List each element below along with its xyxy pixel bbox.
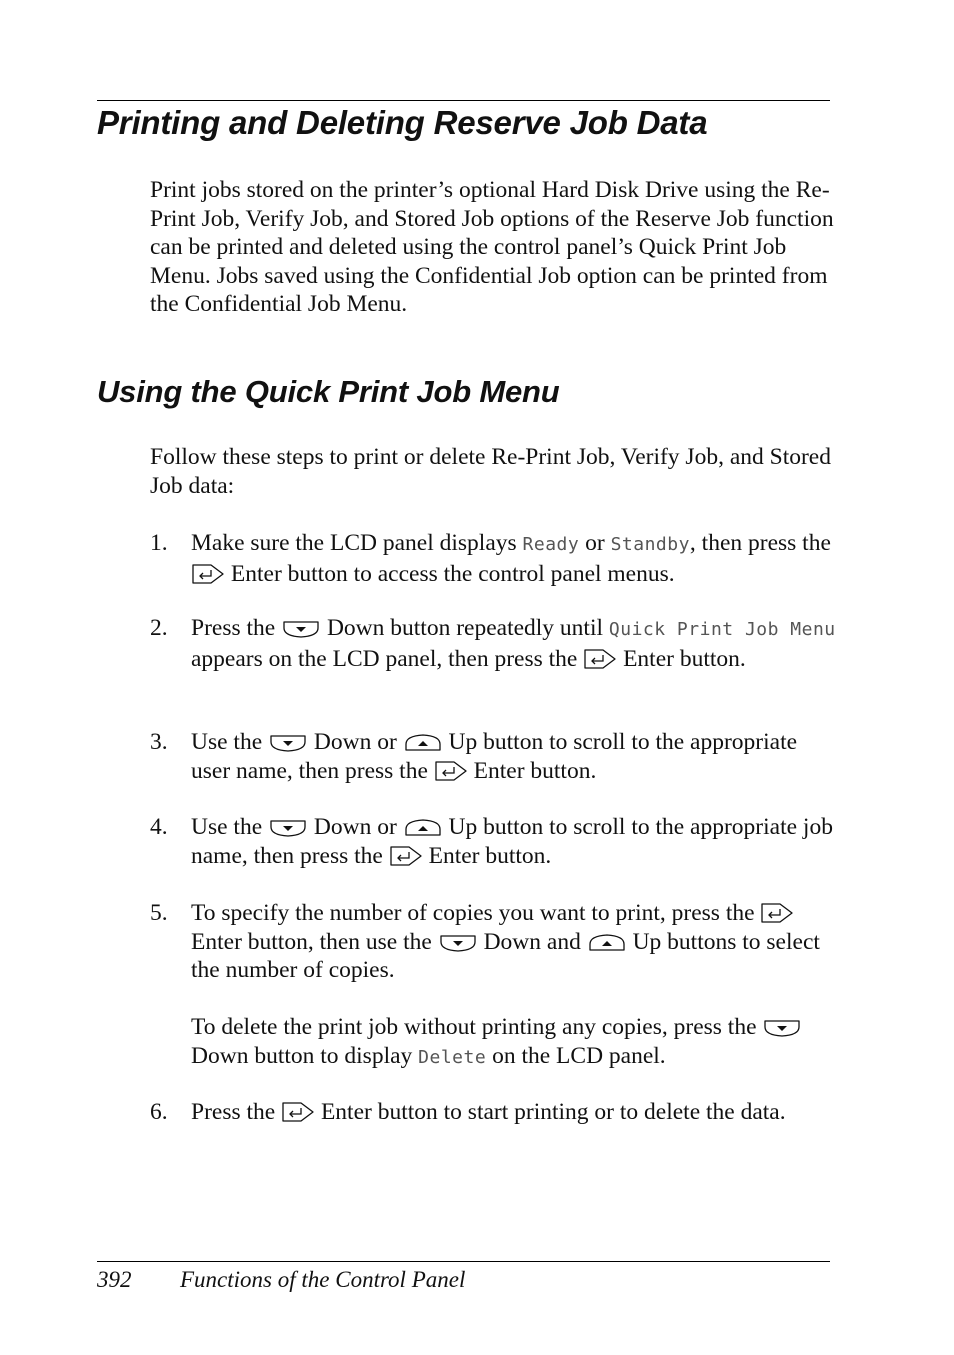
down-button-icon — [268, 733, 308, 753]
text-run: Use the — [191, 814, 269, 840]
step-number: 3. — [150, 729, 168, 755]
text-run: Use the — [191, 729, 269, 755]
text-run: Make sure the LCD panel displays — [191, 530, 523, 556]
text-run: on the LCD panel. — [486, 1042, 666, 1069]
step-number: 5. — [150, 900, 168, 926]
step-text — [191, 529, 841, 588]
follow-paragraph: Follow these steps to print or delete Re-Print Job, Verify Job, and Stored Job data: — [150, 444, 831, 499]
text-run: Up button to scroll to the appropriate user name, then press the — [191, 729, 798, 784]
text-run: Press the — [191, 615, 282, 641]
enter-button-icon — [389, 845, 423, 867]
page-number: 392 — [97, 1267, 132, 1292]
text-run: Down or — [308, 814, 403, 840]
text-run: Down and — [477, 928, 587, 955]
text-run: Enter button to access the control panel menus. — [225, 560, 675, 587]
lcd-text: Standby — [610, 534, 690, 555]
step-number: 2. — [150, 615, 168, 641]
text-run: appears on the LCD panel, then press the — [191, 645, 584, 672]
text-run: Enter button. — [617, 645, 746, 672]
step-number: 1. — [150, 530, 168, 556]
down-button-icon — [281, 619, 321, 639]
text-run: Enter button, then use the — [191, 928, 438, 955]
lcd-text: Ready — [522, 534, 580, 555]
step-text — [191, 1013, 841, 1072]
down-button-icon — [438, 933, 478, 953]
step-number: 4. — [150, 814, 168, 840]
step-text — [191, 1098, 841, 1127]
step-text — [191, 813, 841, 870]
page-heading: Printing and Deleting Reserve Job Data — [97, 104, 708, 141]
down-button-icon — [268, 818, 308, 838]
text-run: Down button repeatedly until — [321, 615, 609, 641]
text-run: , then press the — [689, 530, 831, 556]
text-run: Down or — [308, 729, 403, 755]
text-run: Up button to scroll to the appropriate job name, then press the — [191, 814, 833, 869]
text-run: or — [579, 530, 611, 556]
footer-rule — [97, 1261, 830, 1262]
enter-button-icon — [760, 902, 794, 924]
lcd-text: Delete — [418, 1046, 487, 1068]
text-run: Press the — [191, 1099, 282, 1125]
step-text — [191, 899, 841, 985]
text-run: Enter button. — [467, 757, 597, 784]
intro-paragraph: Print jobs stored on the printer’s optional Hard Disk Drive using the Re-Print Job, Verify Job, and Stored Job options of the Reserve Job function can be printed and deleted using the control panel’s Quick Print Job Menu. Jobs saved using the Confidential Job option can be printed from the Confidential Job Menu. — [150, 177, 834, 317]
step-text — [191, 614, 841, 673]
step-text — [191, 728, 841, 785]
text-run: To specify the number of copies you want to print, press the — [191, 900, 761, 926]
down-button-icon — [762, 1018, 802, 1038]
section-heading: Using the Quick Print Job Menu — [97, 374, 560, 409]
up-button-icon — [587, 933, 627, 953]
up-button-icon — [403, 733, 443, 753]
footer-section-title: Functions of the Control Panel — [180, 1267, 466, 1292]
enter-button-icon — [281, 1101, 315, 1123]
text-run: Up buttons to select the number of copies. — [191, 928, 820, 983]
enter-button-icon — [434, 760, 468, 782]
enter-button-icon — [191, 563, 225, 585]
text-run: Down button to display — [191, 1042, 419, 1069]
text-run: Enter button. — [422, 842, 552, 869]
text-run: To delete the print job without printing any copies, press the — [191, 1014, 763, 1040]
step-number: 6. — [150, 1099, 168, 1125]
lcd-text: Quick Print Job Menu — [608, 619, 836, 640]
up-button-icon — [403, 818, 443, 838]
text-run: Enter button to start printing or to delete the data. — [315, 1099, 786, 1125]
enter-button-icon — [583, 648, 617, 670]
